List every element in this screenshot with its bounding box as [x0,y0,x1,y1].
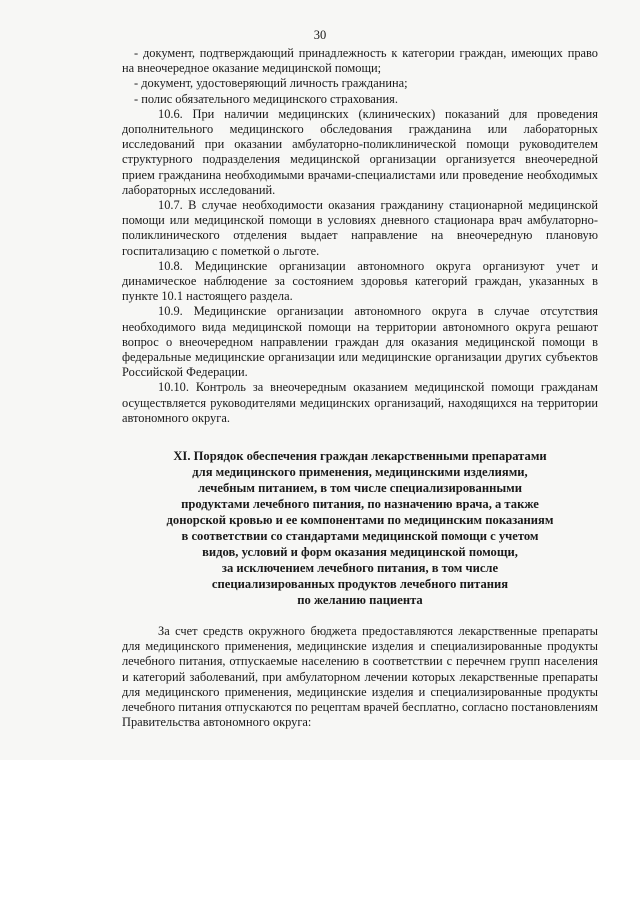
paragraph-10-9: 10.9. Медицинские организации автономного округа в случае отсутствия необходимого вида медицинской помощи на территории автономного округа решают вопрос о внеочередном направлении граждан для оказания медицинской помощи в федеральные медицинские организации или медицинские организации других субъектов Российской Федерации. [122,304,598,380]
paragraph-10-6: 10.6. При наличии медицинских (клинических) показаний для проведения дополнительного медицинского обследования гражданина или лабораторных исследований при оказании амбулаторно-поликлинической помощи руководителем структурного подразделения медицинской организации организуется внеочередной прием гражданина необходимыми врачами-специалистами или проведение необходимых лабораторных исследований. [122,106,598,197]
section-heading-line: в соответствии со стандартами медицинской помощи с учетом [181,529,539,544]
list-item-insurance-policy: - полис обязательного медицинского страхования. [134,91,398,106]
section-heading-line: продуктами лечебного питания, по назначению врача, а также [181,497,539,512]
section-heading-line: по желанию пациента [297,593,423,608]
list-item-identity-document: - документ, удостоверяющий личность гражданина; [134,76,408,91]
section-heading-line: лечебным питанием, в том числе специализированными [197,481,523,496]
list-item-document-category: - документ, подтверждающий принадлежность к категории граждан, имеющих право на внеочередное оказание медицинской помощи; [122,46,598,76]
page-margin-area [0,760,640,905]
paragraph-10-10: 10.10. Контроль за внеочередным оказанием медицинской помощи гражданам осуществляется руководителями медицинских организаций, находящихся на территории автономного округа. [122,380,598,425]
paragraph-10-7: 10.7. В случае необходимости оказания гражданину стационарной медицинской помощи или медицинской помощи в условиях дневного стационара врач амбулаторно-поликлинического отделения выдает направление на внеочередную плановую госпитализацию с пометкой о льготе. [122,198,598,258]
paragraph-10-8: 10.8. Медицинские организации автономного округа организуют учет и динамическое наблюдение за состоянием здоровья категорий граждан, указанных в пункте 10.1 настоящего раздела. [122,258,598,304]
paragraph-closing: За счет средств окружного бюджета предоставляются лекарственные препараты для медицинского применения, медицинские изделия и специализированные продукты лечебного питания, отпускаемые населению в соответствии с перечнем групп населения и категорий заболеваний, при амбулаторном лечении которых лекарственные препараты для медицинского применения, медицинские изделия и специализированные продукты лечебного питания отпускаются по рецептам врачей бесплатно, согласно постановлениям Правительства автономного округа: [122,624,598,730]
section-heading [122,448,598,608]
section-heading-line: для медицинского применения, медицинскими изделиями, [192,465,528,480]
section-heading-line: донорской кровью и ее компонентами по медицинским показаниям [166,513,554,528]
document-body [122,46,598,731]
section-heading-line: специализированных продуктов лечебного питания [211,577,509,592]
page-number: 30 [313,28,327,42]
section-heading-line: видов, условий и форм оказания медицинской помощи, [202,545,518,560]
section-heading-line: за исключением лечебного питания, в том числе [221,561,499,576]
section-heading-line: XI. Порядок обеспечения граждан лекарственными препаратами [173,449,547,464]
